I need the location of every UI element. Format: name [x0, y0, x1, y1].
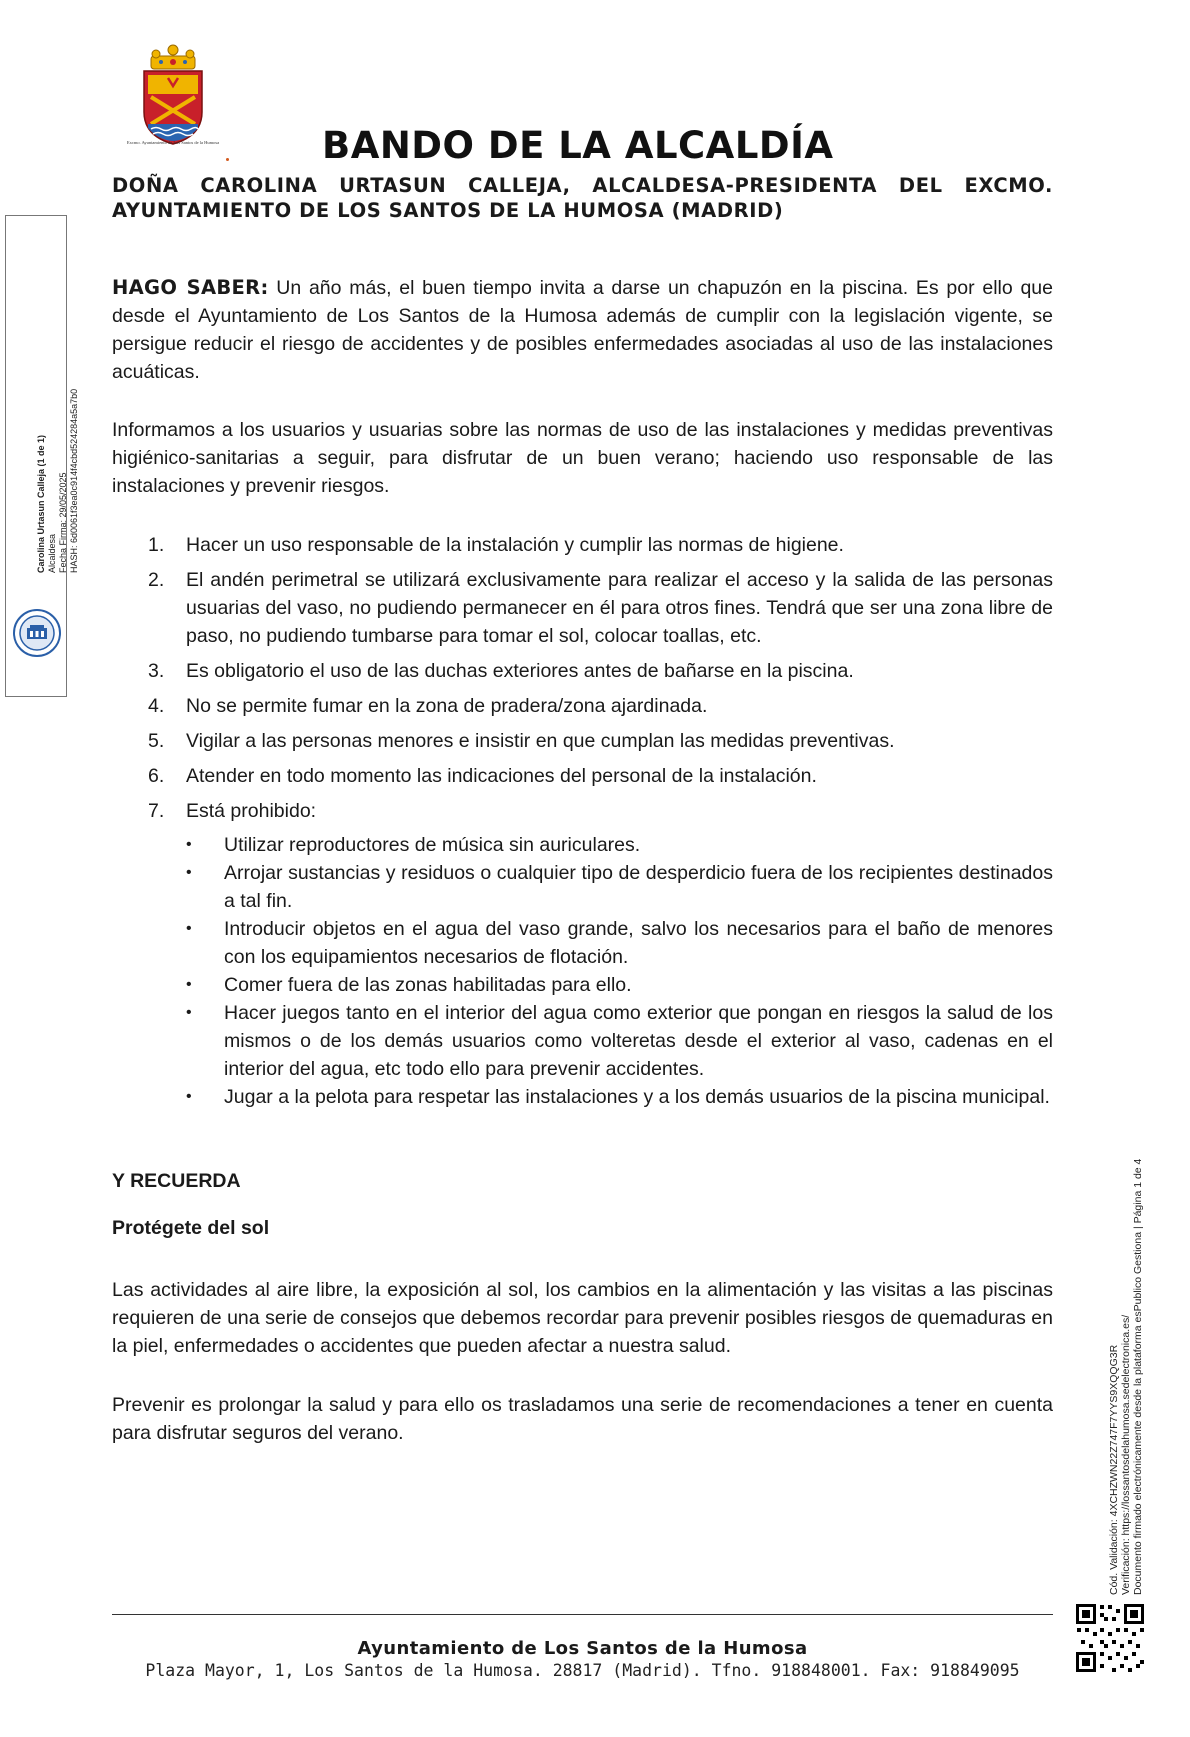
rule-number: 5. [148, 730, 165, 752]
rule-item [112, 531, 1053, 559]
rule-number: 2. [148, 569, 165, 591]
rule-text: Vigilar a las personas menores e insistir en que cumplan las medidas preventivas. [186, 730, 895, 752]
prohibited-text: Introducir objetos en el agua del vaso grande, salvo los necesarios para el baño de menores con los equipamientos necesarios de flotación. [224, 918, 1053, 968]
prohibited-item [186, 859, 1053, 915]
prohibited-list [186, 831, 1053, 1111]
prohibited-text: Utilizar reproductores de música sin auriculares. [224, 834, 641, 856]
heading-line-1: DOÑA CAROLINA URTASUN CALLEJA, ALCALDESA-PRESIDENTA DEL EXCMO. [112, 174, 1053, 197]
prohibited-text: Hacer juegos tanto en el interior del agua como exterior que pongan en riesgos la salud de los mismos o de los demás usuarios como volteretas desde el exterior al vaso, cadenas en el interior del agua, etc todo ello para prevenir accidentes. [224, 1002, 1053, 1080]
mayor-heading [112, 173, 1053, 223]
bullet-icon: • [186, 836, 192, 853]
crest-caption: Excmo. Ayuntamiento de Los Santos de la Humosa [126, 140, 220, 145]
signature-hash: HASH: 6d0061f3ea0c914f4cbd524284a5a7b0 [69, 388, 79, 573]
rules-list [112, 531, 1053, 1118]
rule-text: Es obligatorio el uso de las duchas exteriores antes de bañarse en la piscina. [186, 660, 854, 682]
rule-text: El andén perimetral se utilizará exclusivamente para realizar el acceso y la salida de las personas usuarias del vaso, no pudiendo permanecer en él para otros fines. Tendrá que ser una zona libre de paso, no pudiendo tumbarse para tomar el sol, colocar toallas, etc. [186, 569, 1053, 647]
intro-paragraph [112, 274, 1053, 386]
rule-number: 3. [148, 660, 165, 682]
rule-number: 4. [148, 695, 165, 717]
sun-protection-heading: Protégete del sol [112, 1217, 270, 1239]
rule-text: No se permite fumar en la zona de pradera/zona ajardinada. [186, 695, 708, 717]
activities-paragraph: Las actividades al aire libre, la exposición al sol, los cambios en la alimentación y las visitas a las piscinas requieren de una serie de consejos que debemos recordar para prevenir posibles riesgos de quemaduras en la piel, enfermedades o accidentes que pueden afectar a nuestra salud. [112, 1279, 1053, 1357]
footer-address: Plaza Mayor, 1, Los Santos de la Humosa. 28817 (Madrid). Tfno. 918848001. Fax: 918849095 [145, 1661, 1020, 1680]
rule-item [112, 657, 1053, 685]
intro-lead: HAGO SABER: [112, 276, 269, 299]
verification-url: Verificación: https://lossantosdelahumosa.sedelectronica.es/ [1120, 1314, 1132, 1595]
footer-organization: Ayuntamiento de Los Santos de la Humosa [357, 1638, 808, 1659]
validation-code: Cód. Validación: 4XCHZWN22Z747F7YYS9XQQG3R [1108, 1344, 1120, 1595]
prohibited-item [186, 971, 1053, 999]
recuerda-heading: Y RECUERDA [112, 1170, 241, 1192]
qr-code-icon[interactable] [1075, 1603, 1145, 1673]
footer-divider [112, 1614, 1053, 1615]
heading-line-2: AYUNTAMIENTO DE LOS SANTOS DE LA HUMOSA (MADRID) [112, 199, 784, 222]
rule-item [112, 797, 1053, 1111]
rule-item [112, 762, 1053, 790]
rule-text: Hacer un uso responsable de la instalación y cumplir las normas de higiene. [186, 534, 844, 556]
intro-text: Un año más, el buen tiempo invita a darse un chapuzón en la piscina. Es por ello que desde el Ayuntamiento de Los Santos de la Humosa además de cumplir con la legislación vigente, se persigue reducir el riesgo de accidentes y de posibles enfermedades asociadas al uso de las instalaciones acuáticas. [112, 277, 1053, 383]
prohibited-item [186, 1083, 1053, 1111]
rule-item [112, 692, 1053, 720]
bullet-icon: • [186, 1004, 192, 1021]
rule-number: 6. [148, 765, 165, 787]
electronic-seal-icon [12, 608, 62, 658]
prohibited-text: Arrojar sustancias y residuos o cualquier tipo de desperdicio fuera de los recipientes destinados a tal fin. [224, 862, 1053, 912]
decorative-dot [226, 158, 229, 161]
info-paragraph: Informamos a los usuarios y usuarias sobre las normas de uso de las instalaciones y medidas preventivas higiénico-sanitarias a seguir, para disfrutar de un buen verano; haciendo uso responsable de las instalaciones y prevenir riesgos. [112, 419, 1053, 497]
signature-date: Fecha Firma: 29/05/2025 [58, 472, 68, 573]
bullet-icon: • [186, 864, 192, 881]
rule-text: Atender en todo momento las indicaciones del personal de la instalación. [186, 765, 817, 787]
platform-note: Documento firmado electrónicamente desde la plataforma esPublico Gestiona | Página 1 de 4 [1132, 1158, 1144, 1595]
prohibited-text: Comer fuera de las zonas habilitadas para ello. [224, 974, 632, 996]
rule-number: 1. [148, 534, 165, 556]
bullet-icon: • [186, 920, 192, 937]
prohibited-item [186, 831, 1053, 859]
bullet-icon: • [186, 1088, 192, 1105]
signer-name: Carolina Urtasun Calleja (1 de 1) [36, 434, 46, 573]
rule-text: Está prohibido: [186, 800, 317, 822]
rule-number: 7. [148, 800, 165, 822]
rule-item [112, 566, 1053, 650]
signer-role: Alcaldesa [47, 533, 57, 573]
prohibited-item [186, 915, 1053, 971]
document-title: BANDO DE LA ALCALDÍA [322, 124, 834, 167]
prohibited-text: Jugar a la pelota para respetar las instalaciones y a los demás usuarios de la piscina municipal. [224, 1086, 1050, 1108]
prohibited-item [186, 999, 1053, 1083]
bullet-icon: • [186, 976, 192, 993]
prevention-paragraph: Prevenir es prolongar la salud y para ello os trasladamos una serie de recomendaciones a tener en cuenta para disfrutar seguros del verano. [112, 1394, 1053, 1444]
rule-item [112, 727, 1053, 755]
